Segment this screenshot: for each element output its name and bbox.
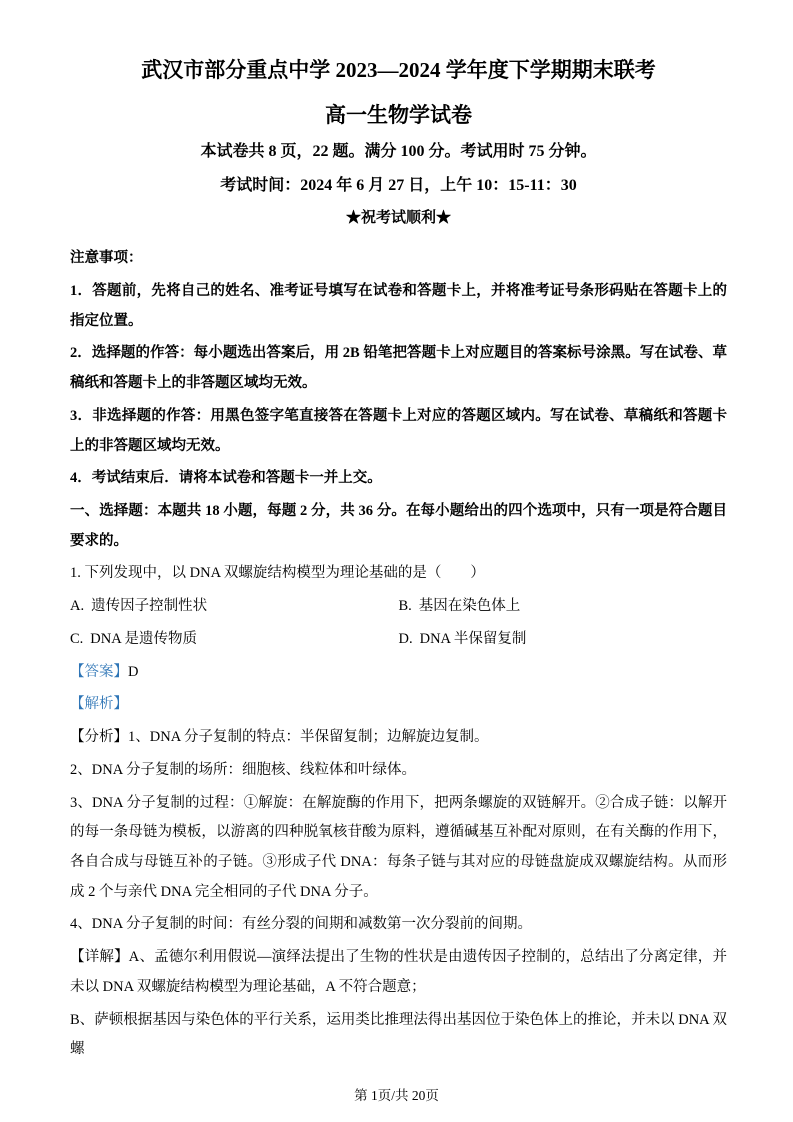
option-c <box>70 625 399 655</box>
option-a-label: A. <box>70 598 85 615</box>
analysis-tag: 【解析】 <box>70 696 128 713</box>
detail-para-2: B、萨顿根据基因与染色体的平行关系，运用类比推理法得出基因位于染色体上的推论，并未以 DNA 双螺 <box>70 1011 727 1058</box>
exam-wish-line: ★祝考试顺利★ <box>345 210 451 227</box>
options-row-2 <box>70 625 727 655</box>
exam-info-time: 考试时间：2024 年 6 月 27 日，上午 10：15-11：30 <box>220 176 577 194</box>
answer-tag: 【答案】 <box>70 663 128 680</box>
notice-item-3: 3．非选择题的作答：用黑色签字笔直接答在答题卡上对应的答题区域内。写在试卷、草稿纸和答题卡上的非答题区域均无效。 <box>70 407 727 454</box>
option-d-text: DNA 半保留复制 <box>419 630 527 647</box>
detail-para-1: 【详解】A、孟德尔利用假说—演绎法提出了生物的性状是由遗传因子控制的，总结出了分离定律，并未以 DNA 双螺旋结构模型为理论基础，A 不符合题意； <box>70 949 727 995</box>
section-heading: 一、选择题：本题共 18 小题，每题 2 分，共 36 分。在每小题给出的四个选项中，只有一项是符合题目要求的。 <box>70 503 727 549</box>
notice-item-2: 2．选择题的作答：每小题选出答案后，用 2B 铅笔把答题卡上对应题目的答案标号涂黑。写在试卷、草稿纸和答题卡上的非答题区域均无效。 <box>70 345 727 392</box>
option-c-text: DNA 是遗传物质 <box>90 630 198 647</box>
option-b-text: 基因在染色体上 <box>418 598 521 615</box>
exam-info-pages: 本试卷共 8 页，22 题。满分 100 分。考试用时 75 分钟。 <box>200 143 597 161</box>
notice-item-4: 4．考试结束后．请将本试卷和答题卡一并上交。 <box>70 470 382 487</box>
option-b-label: B. <box>398 598 412 615</box>
answer-line <box>70 658 727 688</box>
analysis-para-4: 4、DNA 分子复制的时间：有丝分裂的间期和减数第一次分裂前的间期。 <box>70 916 532 933</box>
notice-item-1: 1．答题前，先将自己的姓名、准考证号填写在试卷和答题卡上，并将准考证号条形码贴在答题卡上的指定位置。 <box>70 283 727 329</box>
analysis-para-1: 【分析】1、DNA 分子复制的特点：半保留复制；边解旋边复制。 <box>70 729 489 746</box>
question-stem: 1. 下列发现中，以 DNA 双螺旋结构模型为理论基础的是（ ） <box>70 565 485 582</box>
exam-title-line1: 武汉市部分重点中学 2023—2024 学年度下学期期末联考 <box>141 58 656 82</box>
analysis-tag-line <box>70 690 727 720</box>
options-row-1 <box>70 592 727 622</box>
notice-heading: 注意事项： <box>70 250 143 267</box>
analysis-para-2: 2、DNA 分子复制的场所：细胞核、线粒体和叶绿体。 <box>70 761 416 778</box>
option-a-text: 遗传因子控制性状 <box>91 598 208 615</box>
option-b <box>399 592 728 622</box>
option-c-label: C. <box>70 630 84 647</box>
page-number-indicator: 第 1页/共 20页 <box>354 1088 439 1104</box>
analysis-para-3: 3、DNA 分子复制的过程：①解旋：在解旋酶的作用下，把两条螺旋的双链解开。②合成子链：以解开的每一条母链为模板，以游离的四种脱氧核苷酸为原料，遵循碱基互补配对原则，在有关酶的作用下，各自合成与母链互补的子链。③形成子代 DNA：每条子链与其对应的母链盘旋成双螺旋结构。从而形成 2 个与亲代 DNA 完全相同的子代 DNA 分子。 <box>70 794 727 900</box>
option-a <box>70 592 399 622</box>
option-d-label: D. <box>398 630 413 647</box>
option-d <box>399 625 728 655</box>
exam-title-line2: 高一生物学试卷 <box>325 102 472 127</box>
answer-value: D <box>128 663 139 680</box>
